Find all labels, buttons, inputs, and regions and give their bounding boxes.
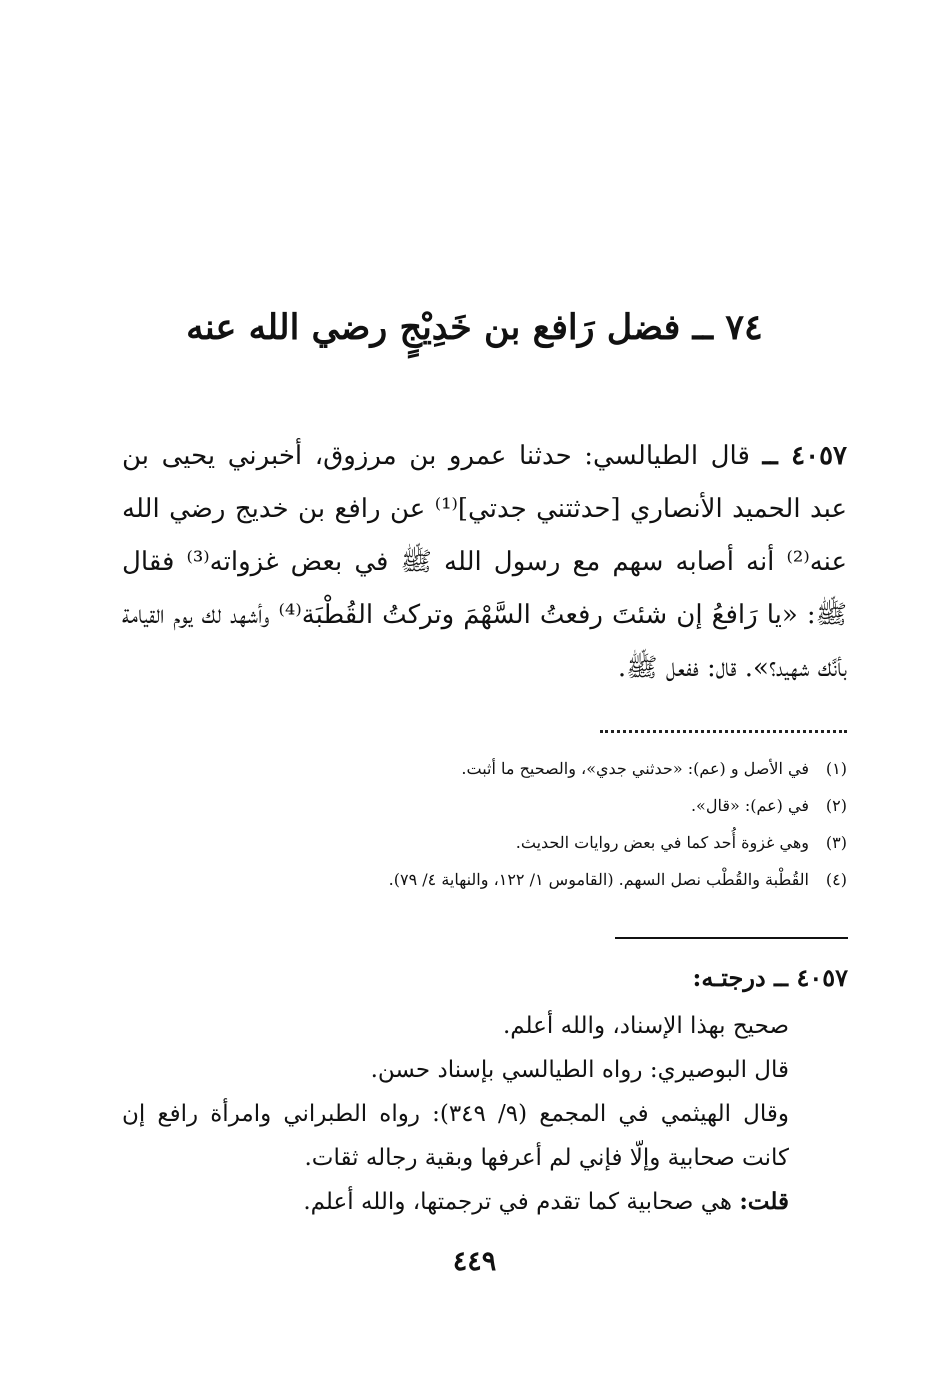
- hadith-body: قال الطيالسي: حدثنا عمرو بن مرزوق، أخبرني يحيى بن عبد الحميد الأنصاري [حدثتني جدتي]⁽¹⁾ عن رافع بن خديج رضي الله عنه⁽²⁾ أنه أصابه سهم مع رسول الله ﷺ في بعض غزواته⁽³⁾ فقال ﷺ: «يا رَافعُ إن شئتَ رفعتُ السَّهْمَ وتركتُ القُطْبَة⁽⁴⁾ وأشهد لك يوم القيامة بأنَّك شهيد؟». قال: ففعل ﷺ.: [122, 441, 847, 683]
- footnote-2: [300, 787, 847, 824]
- grading-heading: ٤٠٥٧ ــ درجتـه:: [692, 963, 848, 992]
- grading-line-4-text: هي صحابية كما تقدم في ترجمتها، والله أعلم.: [303, 1189, 740, 1215]
- hadith-number: ٤٠٥٧ ــ: [762, 441, 847, 471]
- hadith-text: [122, 430, 847, 695]
- footnote-1: [300, 750, 847, 787]
- grading-line-1: صحيح بهذا الإسناد، والله أعلم.: [502, 1013, 789, 1039]
- footnotes: [300, 750, 847, 898]
- grading-line-2: قال البوصيري: رواه الطيالسي بإسناد حسن.: [370, 1057, 789, 1083]
- footnote-number: (٤): [825, 870, 847, 889]
- grading-text: [122, 1004, 847, 1224]
- section-divider: [615, 937, 848, 939]
- grading-line-3: وقال الهيثمي في المجمع (٩/ ٣٤٩): رواه الطبراني وامرأة رافع إن كانت صحابية وإلّا فإني لم أعرفها وبقية رجاله ثقات.: [122, 1101, 789, 1171]
- footnote-text: في الأصل و (عم): «حدثني جدي»، والصحيح ما أثبت.: [461, 759, 809, 778]
- footnote-separator: [600, 716, 847, 733]
- footnote-text: في (عم): «قال».: [690, 796, 809, 815]
- footnote-number: (٣): [825, 833, 847, 852]
- page-number: ٤٤٩: [452, 1246, 497, 1277]
- chapter-title: ٧٤ ــ فضل رَافع بن خَدِيْجٍ رضي الله عنه: [186, 307, 763, 348]
- footnote-text: القُطْبة والقُطْب نصل السهم. (القاموس ١/ ١٢٢، والنهاية ٤/ ٧٩).: [388, 870, 809, 889]
- footnote-text: وهي غزوة أُحد كما في بعض روايات الحديث.: [515, 833, 809, 852]
- footnote-3: [300, 824, 847, 861]
- grading-line-4-label: قلت:: [739, 1188, 789, 1215]
- footnote-number: (٢): [825, 796, 847, 815]
- footnote-number: (١): [825, 759, 847, 778]
- footnote-4: [300, 861, 847, 898]
- grading-line-4: [122, 1180, 847, 1224]
